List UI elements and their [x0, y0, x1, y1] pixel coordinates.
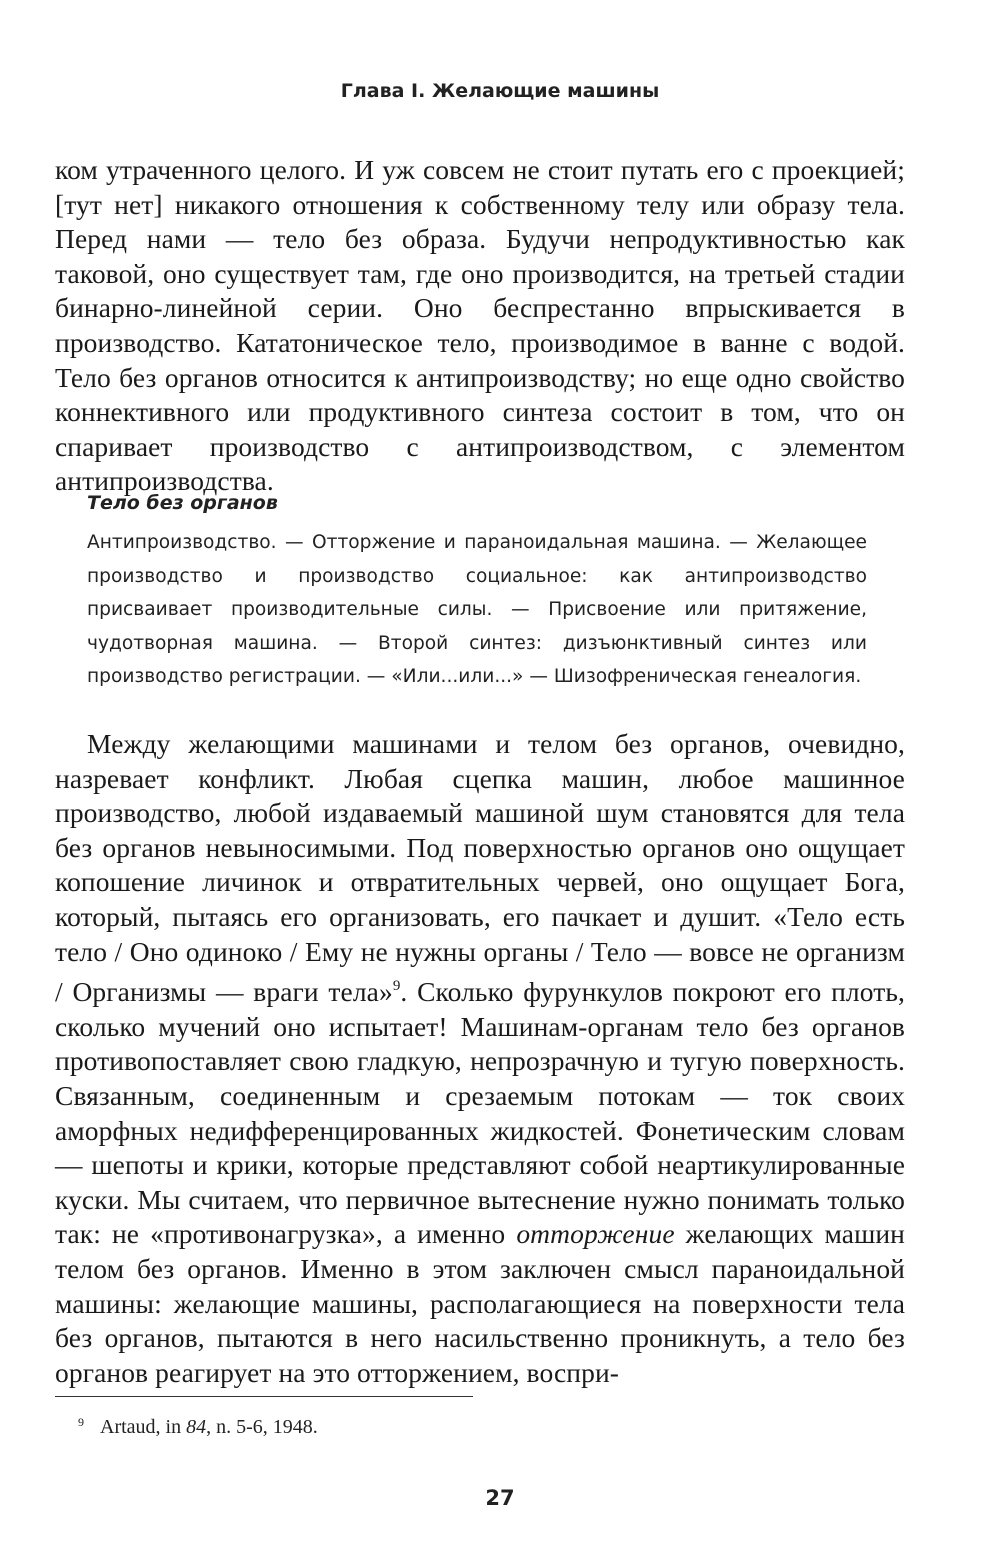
paragraph-main: [55, 727, 905, 1390]
emphasized-term: отторжение: [516, 1218, 675, 1250]
section-synopsis: Антипроизводство. — Отторжение и параноидальная машина. — Желающее производство и производство социальное: как антипроизводство присваивает производительные силы. — Присвоение или притяжение, чудотворная машина. — Второй синтез: дизъюнктивный синтез или производство регистрации. — «Или...или...» — Шизофреническая генеалогия.: [87, 532, 867, 688]
footnote-reference: 9: [392, 978, 401, 995]
page-number: 27: [485, 1486, 515, 1510]
footnote-number: 9: [78, 1415, 84, 1429]
footnote-text-after: , n. 5-6, 1948.: [206, 1416, 318, 1438]
paragraph-main-text-1: Между желающими машинами и телом без органов, очевидно, назревает конфликт. Любая сцепка машин, любое машинное производство, любой издаваемый машиной шум становятся для тела без органов невыносимыми. Под поверхностью органов оно ощущает копошение личинок и отвратительных червей, оно ощущает Бога, который, пытаясь его организовать, его пачкает и душит. «Тело есть тело / Оно одиноко / Ему не нужны органы / Тело — вовсе не организм / Организмы — враги тела»: [55, 728, 905, 1008]
footnote: [78, 1415, 318, 1439]
footnote-text-before: Artaud, in: [100, 1416, 187, 1438]
paragraph-main-text-3: желающих машин телом без органов. Именно в этом заключен смысл параноидальной машины: желающие машины, располагающиеся на поверхности тела без органов, пытаются в него насильственно проникнуть, а тело без органов реагирует на это отторжением, воспри-: [55, 1218, 905, 1388]
paragraph-main-text-2: . Сколько фурункулов покроют его плоть, сколько мучений оно испытает! Машинам-органам тело без органов противопоставляет свою гладкую, непрозрачную и тугую поверхность. Связанным, соединенным и срезаемым потокам — ток своих аморфных недифференцированных жидкостей. Фонетическим словам — шепоты и крики, которые представляют собой неартикулированные куски. Мы считаем, что первичное вытеснение нужно понимать только так: не «противонагрузка», а именно: [55, 976, 905, 1250]
section-title: Тело без органов: [87, 492, 278, 514]
footnote-divider: [55, 1396, 473, 1397]
footnote-source: 84: [186, 1416, 207, 1438]
paragraph-continued: ком утраченного целого. И уж совсем не стоит путать его с проекцией; [тут нет] никакого отношения к собственному телу или образу тела. Перед нами — тело без образа. Будучи непродуктивностью как таковой, оно существует там, где оно производится, на третьей стадии бинарно-линейной серии. Оно беспрестанно впрыскивается в производство. Кататоническое тело, производимое в ванне с водой. Тело без органов относится к антипроизводству; но еще одно свойство коннективного или продуктивного синтеза состоит в том, что он спаривает производство с антипроизводством, с элементом антипроизводства.: [55, 154, 905, 497]
running-head: Глава I. Желающие машины: [340, 80, 660, 102]
